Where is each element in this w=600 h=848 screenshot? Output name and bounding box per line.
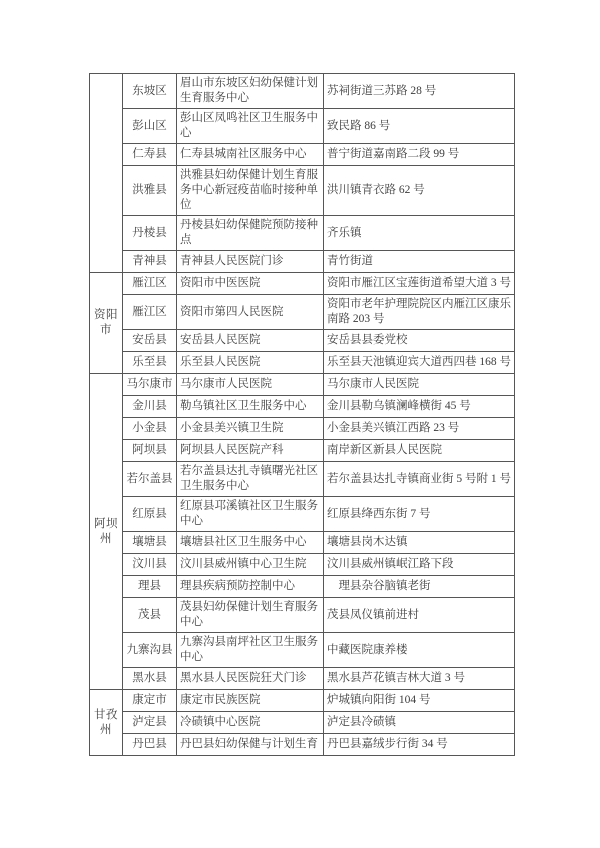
county-cell: 阿坝县 — [123, 440, 177, 462]
institution-cell: 冷碛镇中心医院 — [177, 712, 324, 734]
region-cell: 资阳市 — [90, 273, 123, 374]
county-cell: 丹巴县 — [123, 734, 177, 756]
table-row — [90, 295, 515, 330]
county-cell: 红原县 — [123, 497, 177, 532]
county-cell: 仁寿县 — [123, 144, 177, 166]
county-cell: 金川县 — [123, 396, 177, 418]
institution-cell: 黑水县人民医院狂犬门诊 — [177, 668, 324, 690]
address-cell: 理县杂谷脑镇老街 — [324, 576, 515, 598]
institution-cell: 小金县美兴镇卫生院 — [177, 418, 324, 440]
table-row — [90, 144, 515, 166]
county-cell: 安岳县 — [123, 330, 177, 352]
table-row — [90, 554, 515, 576]
address-cell: 苏祠街道三苏路 28 号 — [324, 74, 515, 109]
county-cell: 黑水县 — [123, 668, 177, 690]
county-cell: 洪雅县 — [123, 166, 177, 216]
institution-cell: 资阳市第四人民医院 — [177, 295, 324, 330]
county-cell: 彭山区 — [123, 109, 177, 144]
institution-cell: 红原县邛溪镇社区卫生服务中心 — [177, 497, 324, 532]
address-cell: 南岸新区新县人民医院 — [324, 440, 515, 462]
address-cell: 黑水县芦花镇吉林大道 3 号 — [324, 668, 515, 690]
county-cell: 雁江区 — [123, 273, 177, 295]
region-cell: 阿坝州 — [90, 374, 123, 690]
address-cell: 安岳县县委党校 — [324, 330, 515, 352]
address-cell: 乐至县天池镇迎宾大道西四巷 168 号 — [324, 352, 515, 374]
county-cell: 康定市 — [123, 690, 177, 712]
address-cell: 炉城镇向阳街 104 号 — [324, 690, 515, 712]
institution-cell: 丹巴县妇幼保健与计划生育 — [177, 734, 324, 756]
institution-cell: 若尔盖县达扎寺镇曙光社区卫生服务中心 — [177, 462, 324, 497]
institution-cell: 勒乌镇社区卫生服务中心 — [177, 396, 324, 418]
table-row — [90, 396, 515, 418]
county-cell: 青神县 — [123, 251, 177, 273]
county-cell: 若尔盖县 — [123, 462, 177, 497]
institution-cell: 安岳县人民医院 — [177, 330, 324, 352]
institution-cell: 阿坝县人民医院产科 — [177, 440, 324, 462]
institution-cell: 仁寿县城南社区服务中心 — [177, 144, 324, 166]
county-cell: 理县 — [123, 576, 177, 598]
institution-cell: 资阳市中医医院 — [177, 273, 324, 295]
address-cell: 资阳市雁江区宝莲街道希望大道 3 号 — [324, 273, 515, 295]
address-cell: 茂县凤仪镇前进村 — [324, 598, 515, 633]
table-row — [90, 734, 515, 756]
address-cell: 汶川县威州镇岷江路下段 — [324, 554, 515, 576]
institution-cell: 彭山区凤鸣社区卫生服务中心 — [177, 109, 324, 144]
address-cell: 普宁街道嘉南路二段 99 号 — [324, 144, 515, 166]
address-cell: 中藏医院康养楼 — [324, 633, 515, 668]
table-row — [90, 216, 515, 251]
table-row — [90, 440, 515, 462]
region-cell — [90, 74, 123, 273]
institution-cell: 理县疾病预防控制中心 — [177, 576, 324, 598]
table-row — [90, 166, 515, 216]
county-cell: 小金县 — [123, 418, 177, 440]
table-row — [90, 109, 515, 144]
table-row — [90, 74, 515, 109]
table-row — [90, 668, 515, 690]
county-cell: 泸定县 — [123, 712, 177, 734]
table-row — [90, 712, 515, 734]
institution-cell: 康定市民族医院 — [177, 690, 324, 712]
table-row — [90, 532, 515, 554]
address-cell: 资阳市老年护理院院区内雁江区康乐南路 203 号 — [324, 295, 515, 330]
county-cell: 茂县 — [123, 598, 177, 633]
address-cell: 齐乐镇 — [324, 216, 515, 251]
institution-cell: 青神县人民医院门诊 — [177, 251, 324, 273]
address-cell: 若尔盖县达扎寺镇商业街 5 号附 1 号 — [324, 462, 515, 497]
table-row — [90, 330, 515, 352]
county-cell: 雁江区 — [123, 295, 177, 330]
table-row — [90, 462, 515, 497]
address-cell: 洪川镇青衣路 62 号 — [324, 166, 515, 216]
address-cell: 泸定县冷碛镇 — [324, 712, 515, 734]
institution-cell: 丹棱县妇幼保健院预防接种点 — [177, 216, 324, 251]
institution-cell: 洪雅县妇幼保健计划生育服务中心新冠疫苗临时接种单位 — [177, 166, 324, 216]
region-cell: 甘孜州 — [90, 690, 123, 756]
institution-cell: 茂县妇幼保健计划生育服务中心 — [177, 598, 324, 633]
table-body — [90, 74, 515, 756]
address-cell: 小金县美兴镇江西路 23 号 — [324, 418, 515, 440]
institution-cell: 乐至县人民医院 — [177, 352, 324, 374]
county-cell: 丹棱县 — [123, 216, 177, 251]
county-cell: 乐至县 — [123, 352, 177, 374]
county-cell: 东坡区 — [123, 74, 177, 109]
institution-cell: 壤塘县社区卫生服务中心 — [177, 532, 324, 554]
institution-cell: 汶川县威州镇中心卫生院 — [177, 554, 324, 576]
table-row — [90, 418, 515, 440]
address-cell: 丹巴县嘉绒步行街 34 号 — [324, 734, 515, 756]
county-cell: 九寨沟县 — [123, 633, 177, 668]
address-cell: 壤塘县岗木达镇 — [324, 532, 515, 554]
institution-cell: 九寨沟县南坪社区卫生服务中心 — [177, 633, 324, 668]
table-row — [90, 598, 515, 633]
table-row — [90, 576, 515, 598]
county-cell: 汶川县 — [123, 554, 177, 576]
address-cell: 马尔康市人民医院 — [324, 374, 515, 396]
institution-cell: 眉山市东坡区妇幼保健计划生育服务中心 — [177, 74, 324, 109]
table-row — [90, 251, 515, 273]
address-cell: 致民路 86 号 — [324, 109, 515, 144]
table-row — [90, 633, 515, 668]
vaccination-sites-table — [89, 73, 515, 756]
address-cell: 青竹街道 — [324, 251, 515, 273]
county-cell: 壤塘县 — [123, 532, 177, 554]
table-row — [90, 374, 515, 396]
institution-cell: 马尔康市人民医院 — [177, 374, 324, 396]
address-cell: 金川县勒乌镇澜峰横街 45 号 — [324, 396, 515, 418]
table-row — [90, 497, 515, 532]
address-cell: 红原县绛西东街 7 号 — [324, 497, 515, 532]
table-row — [90, 273, 515, 295]
table-row — [90, 690, 515, 712]
table-row — [90, 352, 515, 374]
county-cell: 马尔康市 — [123, 374, 177, 396]
